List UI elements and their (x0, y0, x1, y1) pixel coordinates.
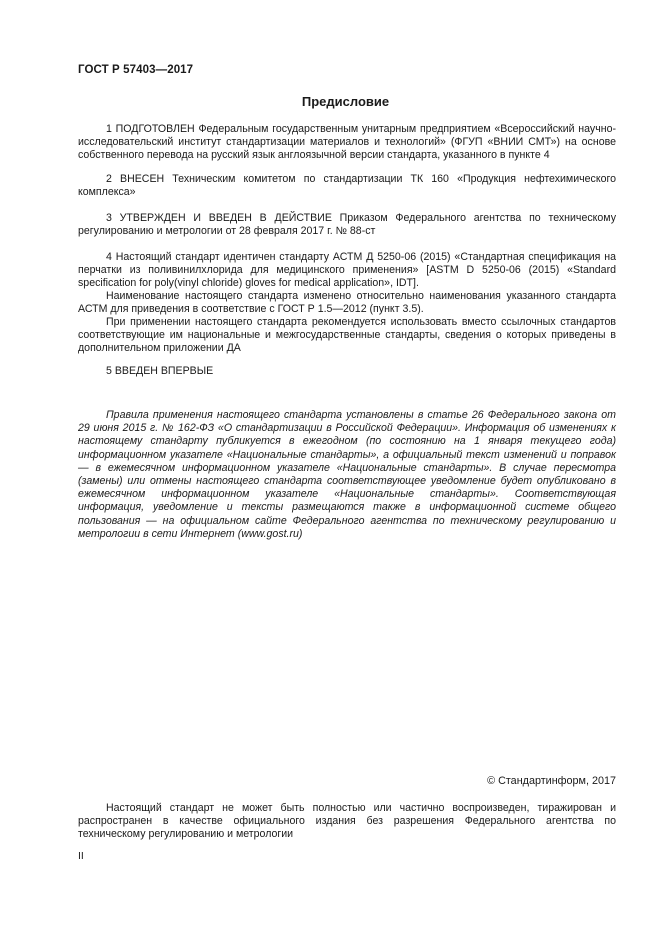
paragraph-4-text: 4 Настоящий стандарт идентичен стандарту АСТМ Д 5250-06 (2015) «Стандартная спецификация на перчатки из поливинилхлорида для медицинского применения» [ASTM D 5250-06 (2015) «Standard specification for poly(vinyl chloride) gloves for medical application», IDT]. (78, 251, 616, 289)
paragraph-3-text: 3 УТВЕРЖДЕН И ВВЕДЕН В ДЕЙСТВИЕ Приказом Федерального агентства по техническому регулированию и метрологии от 28 февраля 2017 г. № 88-ст (78, 212, 616, 237)
paragraph-1-text: 1 ПОДГОТОВЛЕН Федеральным государственным унитарным предприятием «Всероссийский научно-исследовательский институт стандартизации материалов и технологий» (ФГУП «ВНИИ СМТ») на основе собственного перевода на русский язык англоязычной версии стандарта, указанного в пункте 4 (78, 123, 616, 161)
application-rules-notice (78, 409, 616, 541)
paragraph-2 (78, 173, 616, 199)
paragraph-3 (78, 212, 616, 238)
page-number: II (78, 850, 84, 862)
notice-text: Правила применения настоящего стандарта установлены в статье 26 Федерального закона от 29 июня 2015 г. № 162-ФЗ «О стандартизации в Российской Федерации». Информация об изменениях к настоящему стандарту публикуется в ежегодном (по состоянию на 1 января текущего года) информационном указателе «Национальные стандарты», а официальный текст изменений и поправок — в ежемесячном информационном указателе «Национальные стандарты». В случае пересмотра (замены) или отмены настоящего стандарта соответствующее уведомление будет опубликовано в ежемесячном информационном указателе «Национальные стандарты». Соответствующая информация, уведомление и тексты размещаются также в информационной системе общего пользования — на официальном сайте Федерального агентства по техническому регулированию и метрологии в сети Интернет (www.gost.ru) (78, 409, 616, 540)
document-code: ГОСТ Р 57403—2017 (78, 64, 194, 76)
reproduction-notice-text: Настоящий стандарт не может быть полностью или частично воспроизведен, тиражирован и распространен в качестве официального издания без разрешения Федерального агентства по техническому регулированию и метрологии (78, 802, 616, 840)
paragraph-4-sub1: Наименование настоящего стандарта изменено относительно наименования указанного стандарта АСТМ для приведения в соответствие с ГОСТ Р 1.5—2012 (пункт 3.5). (78, 290, 616, 315)
page-title: Предисловие (301, 94, 390, 109)
paragraph-5-text: 5 ВВЕДЕН ВПЕРВЫЕ (106, 365, 214, 377)
copyright-line: © Стандартинформ, 2017 (487, 775, 616, 787)
paragraph-5 (78, 365, 616, 378)
reproduction-notice (78, 802, 616, 841)
paragraph-4 (78, 251, 616, 355)
paragraph-4-sub2: При применении настоящего стандарта рекомендуется использовать вместо ссылочных стандартов соответствующие им национальные и межгосударственные стандарты, сведения о которых приведены в дополнительном приложении ДА (78, 316, 616, 354)
paragraph-1 (78, 123, 616, 162)
paragraph-2-text: 2 ВНЕСЕН Техническим комитетом по стандартизации ТК 160 «Продукция нефтехимического комплекса» (78, 173, 616, 198)
